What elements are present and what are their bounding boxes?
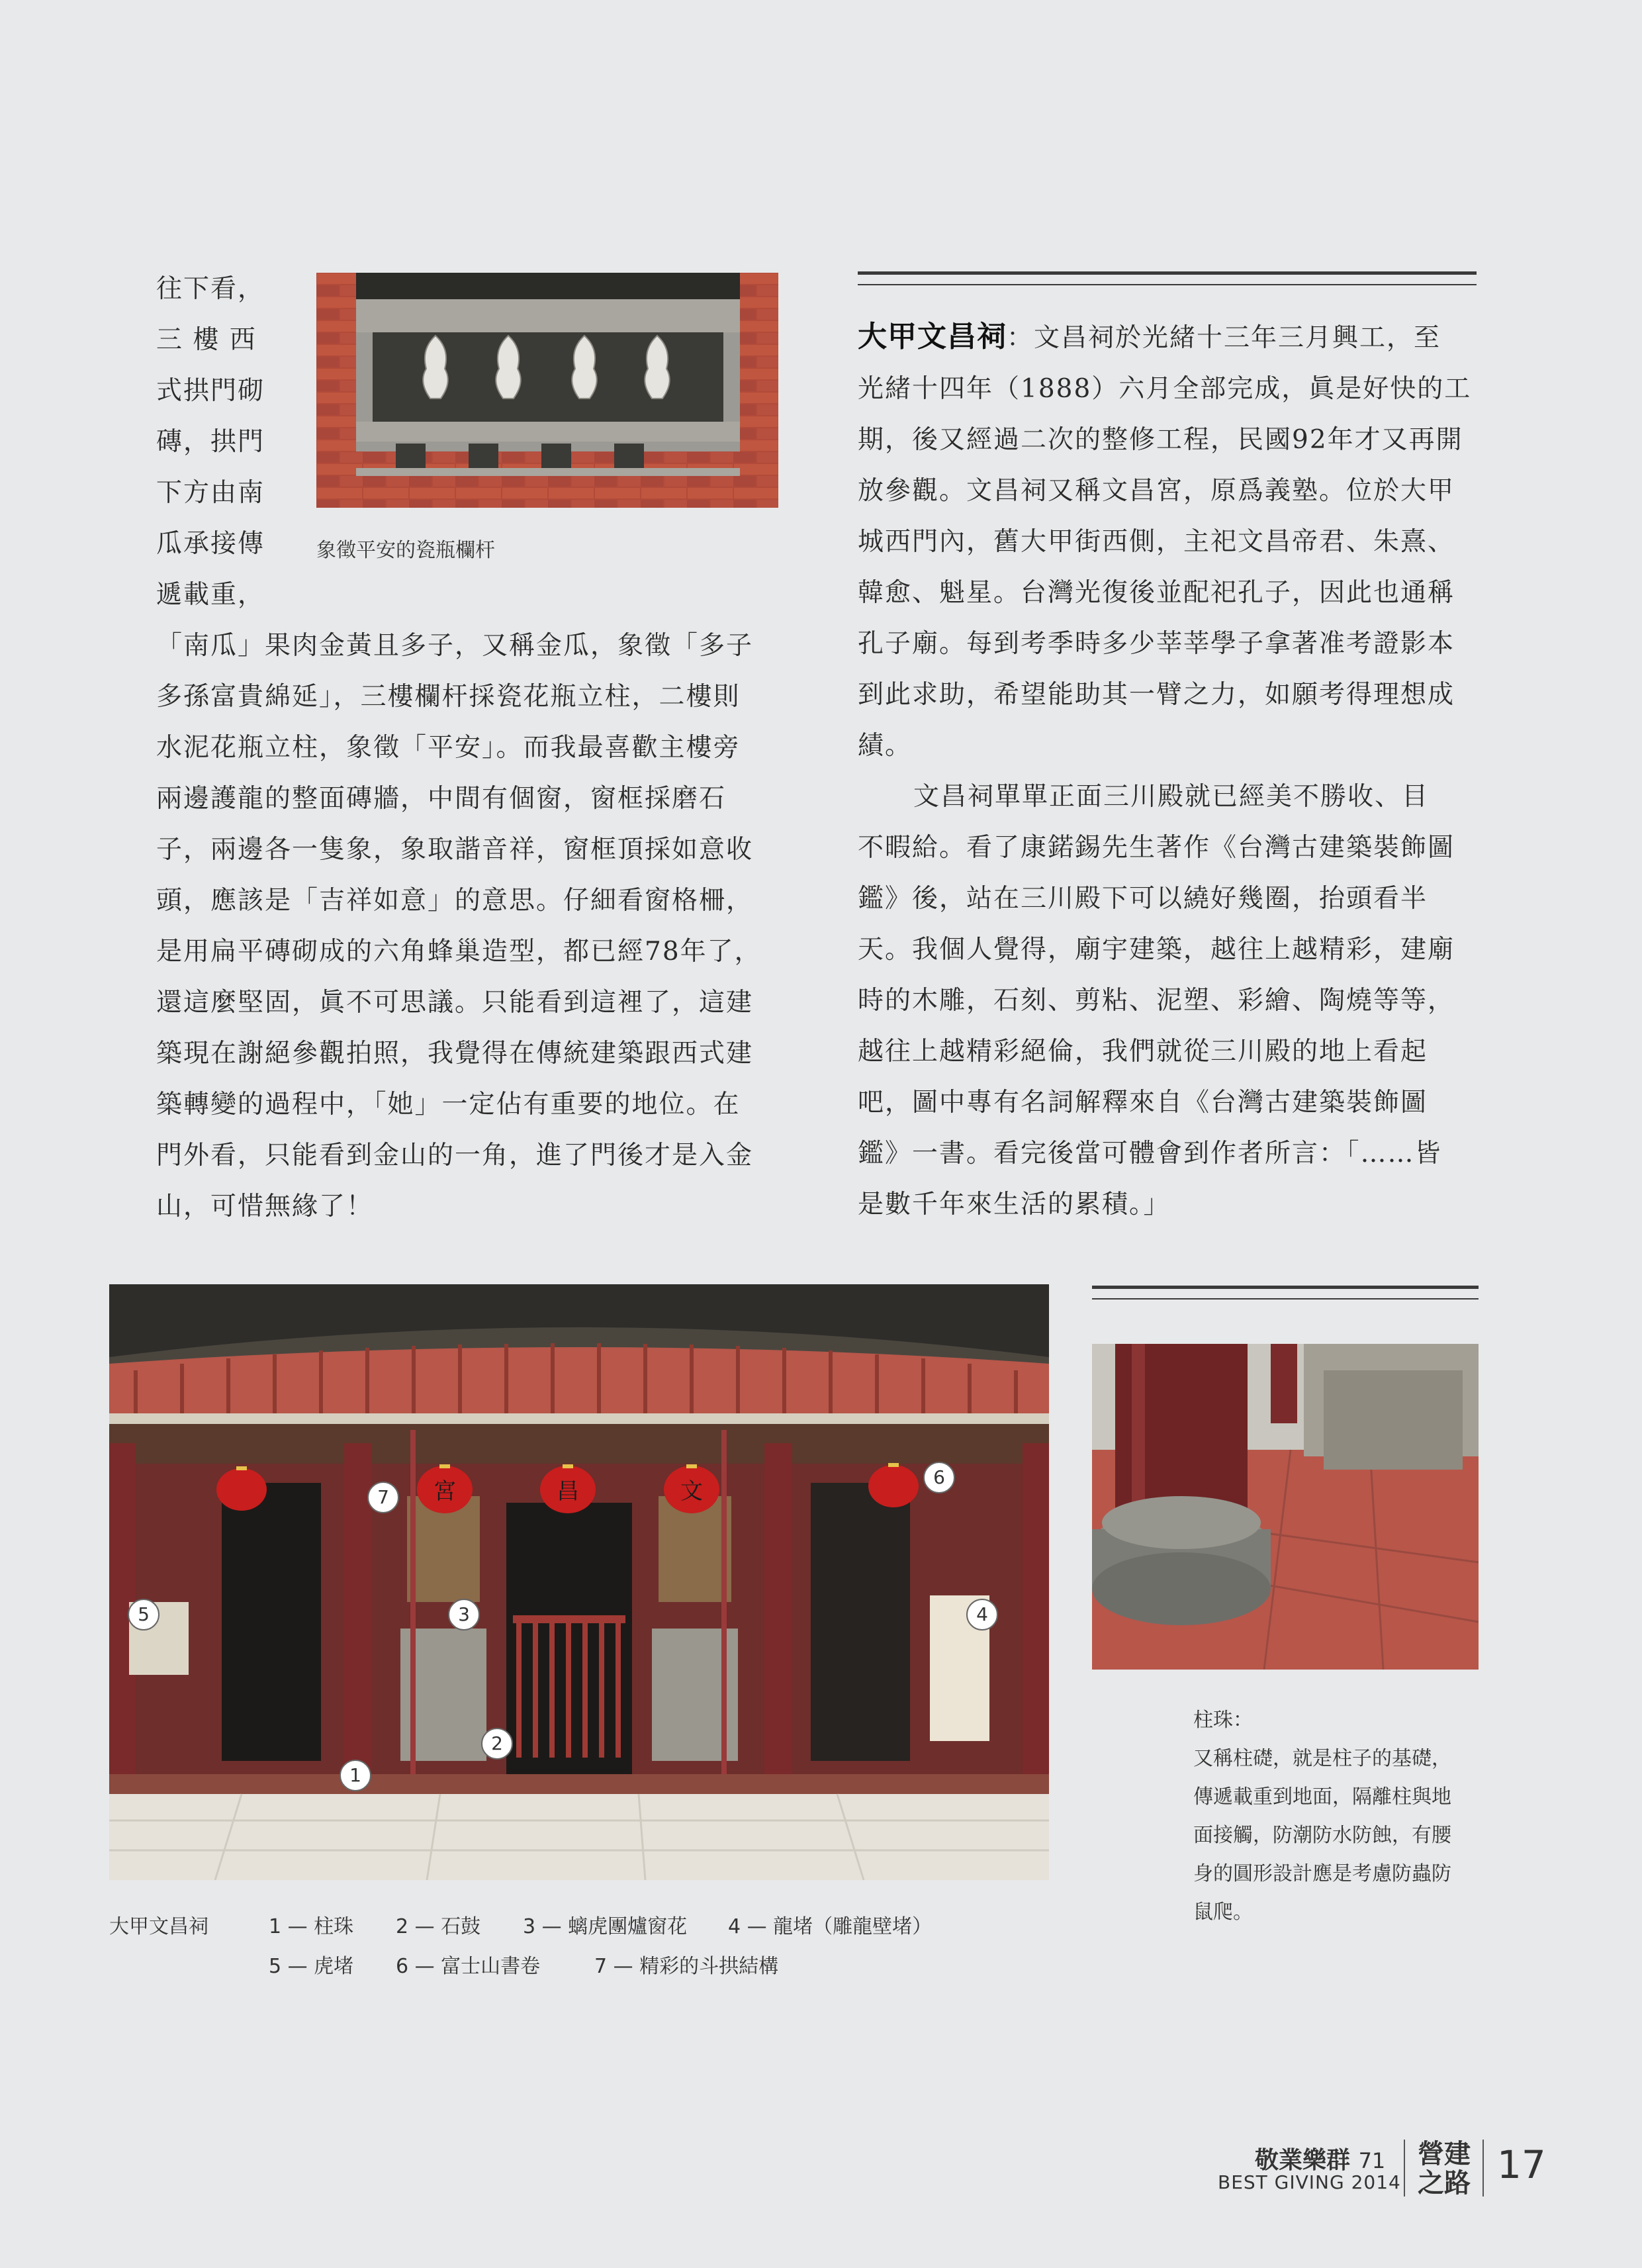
lantern-char: 文	[680, 1478, 703, 1505]
legend-item: 4 — 龍堵（雕龍壁堵）	[728, 1915, 933, 1938]
marker-1: 1	[340, 1760, 371, 1791]
text-line: 柱珠：	[1193, 1709, 1253, 1732]
balustrade-photo	[316, 273, 778, 508]
legend-item: 6 — 富士山書卷	[396, 1955, 541, 1978]
footer-divider	[1404, 2140, 1405, 2197]
section-title: 大甲文昌祠	[858, 320, 1007, 354]
text-line: 身的圓形設計應是考慮防蟲防	[1193, 1862, 1451, 1885]
marker-4: 4	[966, 1599, 998, 1630]
lantern-char: 昌	[557, 1478, 579, 1505]
text-line: 門外看，只能看到金山的一角，進了門後才是入金	[156, 1141, 754, 1170]
legend-item: 2 — 石鼓	[396, 1915, 481, 1938]
text-line: 磚，拱門	[156, 427, 265, 457]
text-line: 文昌祠於光緒十三年三月興工，至	[1034, 323, 1441, 353]
text-line: 往下看，	[156, 274, 265, 304]
text-line: 還這麼堅固，眞不可思議。只能看到這裡了，這建	[156, 988, 754, 1017]
marker-2: 2	[481, 1728, 513, 1760]
title-colon: ：	[1007, 323, 1034, 353]
brand-name: 敬業樂群	[1255, 2146, 1351, 2174]
text-line: 傳遞載重到地面，隔離柱與地	[1193, 1785, 1451, 1809]
text-line: 城西門內，舊大甲街西側，主祀文昌帝君、朱熹、	[858, 527, 1455, 557]
text-line: 放參觀。文昌祠又稱文昌宮，原爲義塾。位於大甲	[858, 476, 1455, 506]
balustrade-caption: 象徵平安的瓷瓶欄杆	[316, 539, 495, 562]
text-line: 遞載重，	[156, 580, 265, 610]
section-rule	[858, 271, 1477, 285]
text-line: 築轉變的過程中，「她」一定佔有重要的地位。在	[156, 1090, 741, 1119]
lantern-char: 宮	[433, 1478, 456, 1505]
text-line: 時的木雕，石刻、剪粘、泥塑、彩繪、陶燒等等，	[858, 986, 1455, 1016]
text-line: 山，可惜無緣了！	[156, 1192, 374, 1221]
text-line: 鼠爬。	[1193, 1901, 1253, 1924]
side-rule	[1092, 1286, 1479, 1299]
text-line: 面接觸，防潮防水防蝕，有腰	[1193, 1824, 1451, 1847]
legend-title: 大甲文昌祠	[109, 1915, 208, 1938]
text-line: 頭，應該是「吉祥如意」的意思。仔細看窗格柵，	[156, 886, 754, 916]
text-line: 水泥花瓶立柱，象徵「平安」。而我最喜歡主樓旁	[156, 733, 741, 763]
issue-number: 71	[1358, 2148, 1386, 2173]
footer-brand	[1255, 2142, 1385, 2175]
text-line: 到此求助，希望能助其一臂之力，如願考得理想成	[858, 680, 1455, 710]
text-line: 又稱柱礎，就是柱子的基礎，	[1193, 1747, 1451, 1770]
title-line	[858, 311, 1480, 363]
marker-7: 7	[367, 1482, 399, 1513]
page-number: 17	[1497, 2142, 1546, 2187]
text-line: 是數千年來生活的累積。」	[858, 1190, 1171, 1219]
text-line: 兩邊護龍的整面磚牆，中間有個窗，窗框採磨石	[156, 784, 727, 814]
pillar-base-photo	[1092, 1344, 1479, 1670]
footer-english: BEST GIVING 2014	[1218, 2171, 1401, 2193]
marker-5: 5	[128, 1599, 160, 1630]
text-line: 子，兩邊各一隻象，象取諧音祥，窗框頂採如意收	[156, 835, 754, 865]
left-narrow-text	[156, 263, 289, 620]
text-line: 築現在謝絕參觀拍照，我覺得在傳統建築跟西式建	[156, 1039, 754, 1068]
legend-item: 5 — 虎堵	[269, 1955, 354, 1978]
footer-series	[1418, 2140, 1471, 2198]
text-line: 多孫富貴綿延」，三樓欄杆採瓷花瓶立柱，二樓則	[156, 682, 741, 712]
text-line: 是用扁平磚砌成的六角蜂巢造型，都已經78年了，	[156, 937, 762, 967]
text-line: 天。我個人覺得，廟宇建築，越往上越精彩，建廟	[858, 935, 1455, 965]
legend-item: 3 — 螭虎團爐窗花	[523, 1915, 688, 1938]
series-bottom: 之路	[1418, 2167, 1471, 2198]
legend-item: 7 — 精彩的斗拱結構	[594, 1955, 779, 1978]
text-line: 期，後又經過二次的整修工程，民國92年才又再開	[858, 425, 1463, 455]
text-line: 光緒十四年（1888）六月全部完成，眞是好快的工	[858, 374, 1472, 404]
text-line: 不暇給。看了康鍩錫先生著作《台灣古建築裝飾圖	[858, 833, 1455, 863]
pillar-caption	[1193, 1701, 1478, 1932]
footer-divider	[1482, 2140, 1484, 2197]
text-line: 績。	[858, 731, 913, 761]
marker-3: 3	[448, 1599, 480, 1630]
marker-6: 6	[923, 1462, 955, 1493]
text-line: 鑑》一書。看完後當可體會到作者所言：「……皆	[858, 1139, 1442, 1168]
text-line: 瓜承接傳	[156, 529, 265, 559]
text-line: 孔子廟。每到考季時多少莘莘學子拿著准考證影本	[858, 629, 1455, 659]
text-line: 三 樓 西	[156, 325, 257, 355]
text-line: 越往上越精彩絕倫，我們就從三川殿的地上看起	[858, 1037, 1428, 1066]
text-line: 韓愈、魁星。台灣光復後並配祀孔子，因此也通稱	[858, 578, 1455, 608]
text-line: 鑑》後，站在三川殿下可以繞好幾圈，抬頭看半	[858, 884, 1428, 914]
text-line: 吧，圖中專有名詞解釋來自《台灣古建築裝飾圖	[858, 1088, 1428, 1117]
text-line: 式拱門砌	[156, 376, 265, 406]
text-line: 下方由南	[156, 478, 265, 508]
legend-item: 1 — 柱珠	[269, 1915, 354, 1938]
text-line: 「南瓜」果肉金黃且多子，又稱金瓜，象徵「多子	[156, 631, 754, 661]
temple-photo	[109, 1284, 1049, 1880]
series-top: 營建	[1418, 2138, 1471, 2169]
left-paragraph	[156, 620, 785, 1232]
text-line: 文昌祠單單正面三川殿就已經美不勝收、目	[913, 782, 1430, 812]
right-column	[858, 311, 1480, 1230]
